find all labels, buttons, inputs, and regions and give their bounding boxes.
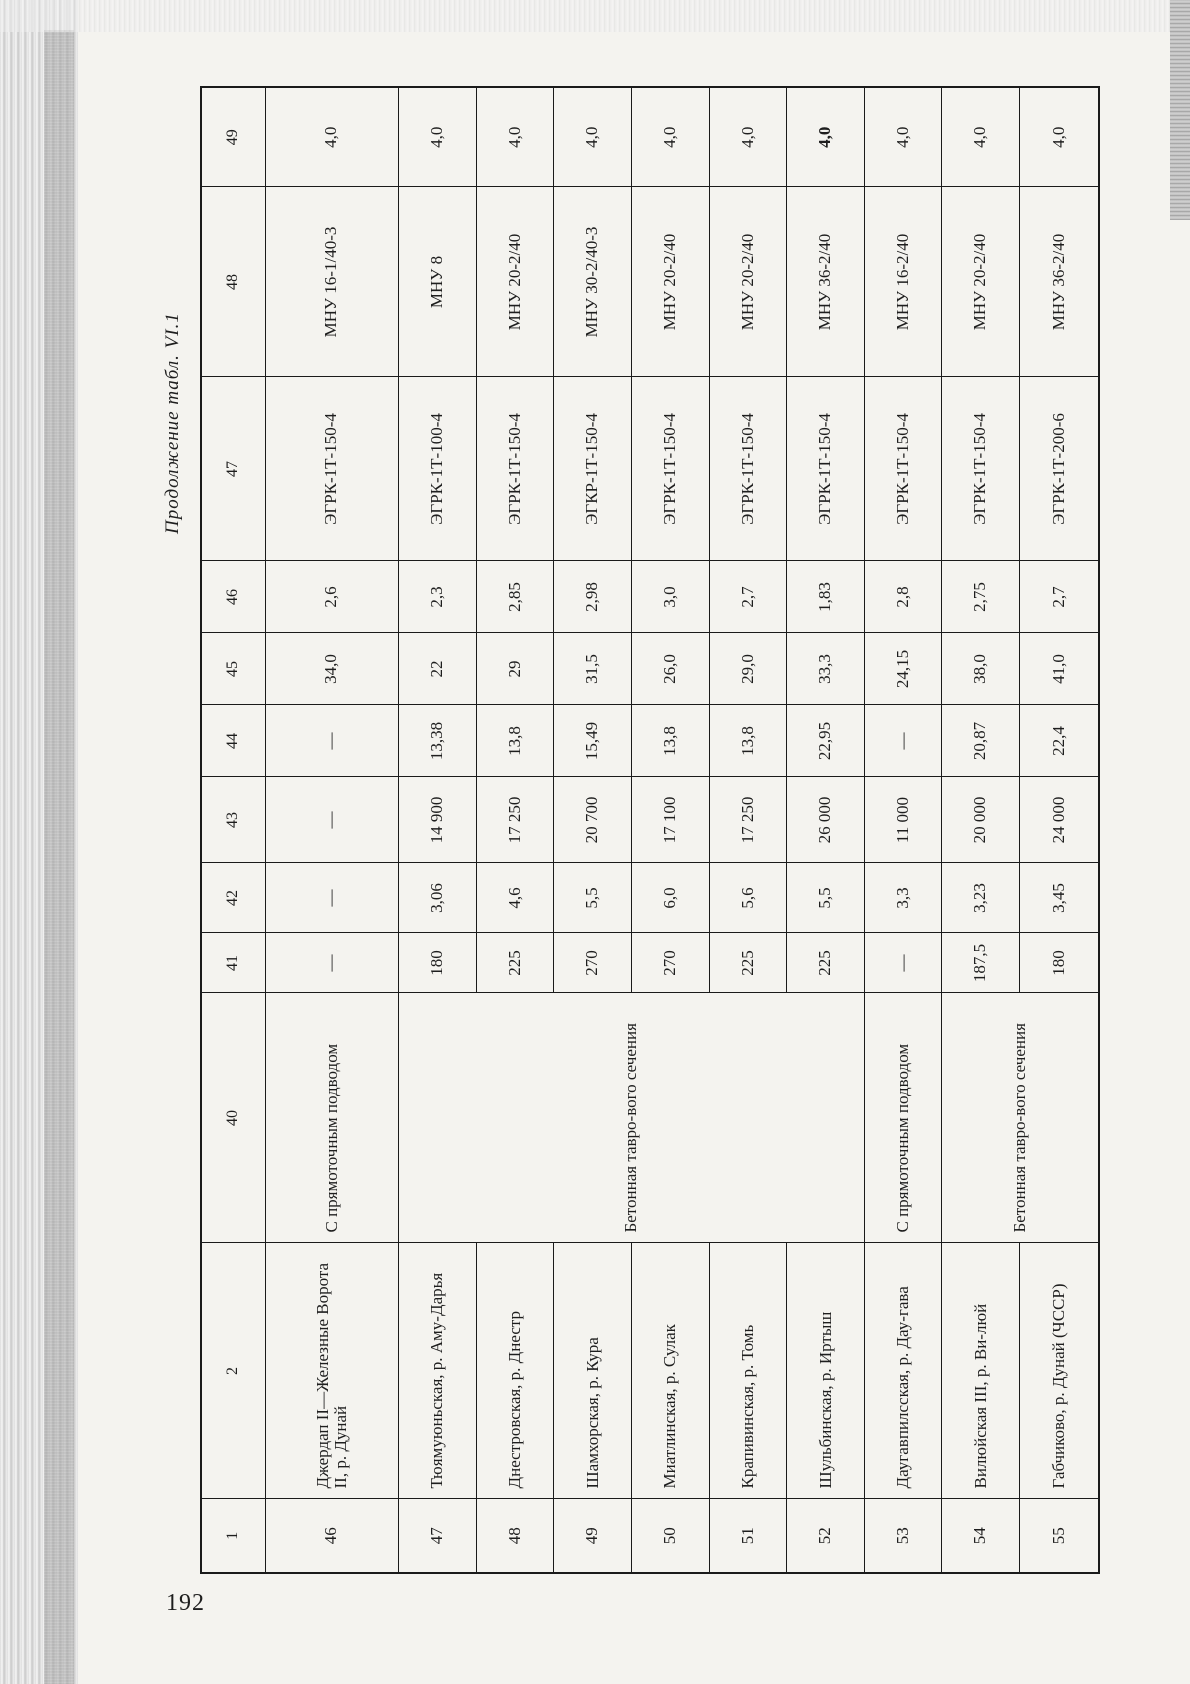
cell-c48: МНУ 20-2/40: [631, 187, 709, 377]
table-row: [864, 87, 942, 1573]
cell-c42: 5,5: [787, 863, 865, 933]
cell-c49: 4,0: [864, 87, 942, 187]
cell-type: С прямоточным подводом: [864, 993, 942, 1243]
cell-c41: 180: [398, 933, 476, 993]
table-frame: [162, 88, 1100, 1574]
cell-c43: 11 000: [864, 777, 942, 863]
table-row: [265, 87, 398, 1573]
cell-c42: 3,3: [864, 863, 942, 933]
cell-c46: 3,0: [631, 561, 709, 633]
column-header: 1: [201, 1499, 265, 1573]
cell-c44: 13,8: [476, 705, 554, 777]
cell-c42: 5,6: [709, 863, 787, 933]
cell-c42: 4,6: [476, 863, 554, 933]
cell-c48: МНУ 8: [398, 187, 476, 377]
cell-c46: 2,75: [942, 561, 1020, 633]
cell-c45: 38,0: [942, 633, 1020, 705]
cell-c48: МНУ 30-2/40-3: [554, 187, 632, 377]
cell-no: 47: [398, 1499, 476, 1573]
cell-c47: ЭГРК-1Т-150-4: [265, 377, 398, 561]
column-header: 40: [201, 993, 265, 1243]
cell-type: С прямоточным подводом: [265, 993, 398, 1243]
table-row: [709, 87, 787, 1573]
cell-c49: 4,0: [709, 87, 787, 187]
table-row: [942, 87, 1020, 1573]
table-row: [787, 87, 865, 1573]
cell-c49: 4,0: [787, 87, 865, 187]
column-header: 41: [201, 933, 265, 993]
cell-c45: 29: [476, 633, 554, 705]
column-header: 42: [201, 863, 265, 933]
cell-c44: 15,49: [554, 705, 632, 777]
cell-c48: МНУ 16-1/40-3: [265, 187, 398, 377]
cell-c44: 13,8: [631, 705, 709, 777]
cell-c47: ЭГРК-1Т-100-4: [398, 377, 476, 561]
cell-c42: 3,06: [398, 863, 476, 933]
cell-c42: 6,0: [631, 863, 709, 933]
cell-c43: —: [265, 777, 398, 863]
cell-c45: 24,15: [864, 633, 942, 705]
cell-c43: 20 700: [554, 777, 632, 863]
cell-c48: МНУ 36-2/40: [787, 187, 865, 377]
cell-name: Габчиково, р. Дунай (ЧССР): [1020, 1243, 1099, 1499]
cell-c43: 24 000: [1020, 777, 1099, 863]
table-caption: Продолжение табл. VI.1: [162, 312, 183, 534]
cell-no: 48: [476, 1499, 554, 1573]
cell-c43: 20 000: [942, 777, 1020, 863]
cell-c43: 26 000: [787, 777, 865, 863]
column-header: 2: [201, 1243, 265, 1499]
cell-c46: 2,98: [554, 561, 632, 633]
cell-c47: ЭГРК-1Т-150-4: [787, 377, 865, 561]
table-row: [554, 87, 632, 1573]
cell-c47: ЭГРК-1Т-150-4: [942, 377, 1020, 561]
scan-edge-right: [1170, 0, 1190, 220]
cell-c49: 4,0: [265, 87, 398, 187]
cell-name: Днестровская, р. Днестр: [476, 1243, 554, 1499]
cell-c46: 2,3: [398, 561, 476, 633]
cell-name: Вилюйская III, р. Ви-люй: [942, 1243, 1020, 1499]
cell-c48: МНУ 16-2/40: [864, 187, 942, 377]
column-header: 44: [201, 705, 265, 777]
cell-c46: 2,6: [265, 561, 398, 633]
cell-c44: 22,95: [787, 705, 865, 777]
cell-c44: —: [864, 705, 942, 777]
data-table: [200, 86, 1100, 1574]
cell-c48: МНУ 20-2/40: [476, 187, 554, 377]
cell-c45: 33,3: [787, 633, 865, 705]
cell-c41: —: [864, 933, 942, 993]
cell-no: 52: [787, 1499, 865, 1573]
column-header: 48: [201, 187, 265, 377]
cell-c47: ЭГРК-1Т-150-4: [631, 377, 709, 561]
cell-c47: ЭГРК-1Т-150-4: [476, 377, 554, 561]
cell-c48: МНУ 20-2/40: [942, 187, 1020, 377]
cell-name: Миатлинская, р. Сулак: [631, 1243, 709, 1499]
column-header: 46: [201, 561, 265, 633]
table-row: [476, 87, 554, 1573]
scan-shadow: [44, 30, 74, 1684]
cell-c44: 13,8: [709, 705, 787, 777]
cell-c47: ЭГРК-1Т-200-6: [1020, 377, 1099, 561]
column-header: 47: [201, 377, 265, 561]
cell-c46: 1,83: [787, 561, 865, 633]
cell-name: Даугавпилсская, р. Дау-гава: [864, 1243, 942, 1499]
cell-no: 50: [631, 1499, 709, 1573]
cell-c41: 187,5: [942, 933, 1020, 993]
cell-c42: 3,45: [1020, 863, 1099, 933]
cell-c45: 26,0: [631, 633, 709, 705]
cell-type: Бетонная тавро-вого сечения: [942, 993, 1099, 1243]
cell-c46: 2,7: [709, 561, 787, 633]
cell-c42: —: [265, 863, 398, 933]
cell-c41: 270: [631, 933, 709, 993]
cell-c48: МНУ 36-2/40: [1020, 187, 1099, 377]
cell-c44: 20,87: [942, 705, 1020, 777]
cell-c41: —: [265, 933, 398, 993]
cell-no: 51: [709, 1499, 787, 1573]
cell-c43: 14 900: [398, 777, 476, 863]
cell-c45: 29,0: [709, 633, 787, 705]
cell-c47: ЭГРК-1Т-150-4: [864, 377, 942, 561]
cell-name: Тюямуюньская, р. Аму-Дарья: [398, 1243, 476, 1499]
cell-no: 49: [554, 1499, 632, 1573]
cell-c43: 17 100: [631, 777, 709, 863]
cell-c49: 4,0: [942, 87, 1020, 187]
cell-c45: 34,0: [265, 633, 398, 705]
cell-c47: ЭГКР-1Т-150-4: [554, 377, 632, 561]
cell-c44: —: [265, 705, 398, 777]
cell-c49: 4,0: [398, 87, 476, 187]
cell-name: Шульбинская, р. Иртыш: [787, 1243, 865, 1499]
cell-c46: 2,85: [476, 561, 554, 633]
cell-c45: 22: [398, 633, 476, 705]
cell-c45: 41,0: [1020, 633, 1099, 705]
cell-c47: ЭГРК-1Т-150-4: [709, 377, 787, 561]
cell-name: Джердап II—Железные Ворота II, р. Дунай: [265, 1243, 398, 1499]
cell-c49: 4,0: [1020, 87, 1099, 187]
cell-c49: 4,0: [476, 87, 554, 187]
cell-no: 46: [265, 1499, 398, 1573]
page-number: 192: [166, 1590, 205, 1616]
cell-c48: МНУ 20-2/40: [709, 187, 787, 377]
cell-c43: 17 250: [709, 777, 787, 863]
cell-no: 53: [864, 1499, 942, 1573]
cell-c46: 2,7: [1020, 561, 1099, 633]
cell-c45: 31,5: [554, 633, 632, 705]
table-row: [398, 87, 476, 1573]
table-row: [631, 87, 709, 1573]
cell-c43: 17 250: [476, 777, 554, 863]
header-row: [201, 87, 265, 1573]
scan-edge-top: [0, 0, 1190, 32]
cell-c42: 5,5: [554, 863, 632, 933]
cell-no: 54: [942, 1499, 1020, 1573]
cell-c41: 180: [1020, 933, 1099, 993]
cell-c41: 270: [554, 933, 632, 993]
column-header: 45: [201, 633, 265, 705]
cell-c49: 4,0: [631, 87, 709, 187]
cell-no: 55: [1020, 1499, 1099, 1573]
table-row: [1020, 87, 1099, 1573]
cell-c41: 225: [476, 933, 554, 993]
cell-c49: 4,0: [554, 87, 632, 187]
cell-name: Шамхорская, р. Кура: [554, 1243, 632, 1499]
cell-c44: 22,4: [1020, 705, 1099, 777]
cell-c41: 225: [787, 933, 865, 993]
column-header: 43: [201, 777, 265, 863]
cell-c44: 13,38: [398, 705, 476, 777]
cell-c46: 2,8: [864, 561, 942, 633]
cell-c41: 225: [709, 933, 787, 993]
cell-c42: 3,23: [942, 863, 1020, 933]
rotated-table-area: [162, 88, 1100, 1574]
column-header: 49: [201, 87, 265, 187]
cell-name: Крапивинская, р. Томь: [709, 1243, 787, 1499]
cell-type: Бетонная тавро-вого сечения: [398, 993, 864, 1243]
